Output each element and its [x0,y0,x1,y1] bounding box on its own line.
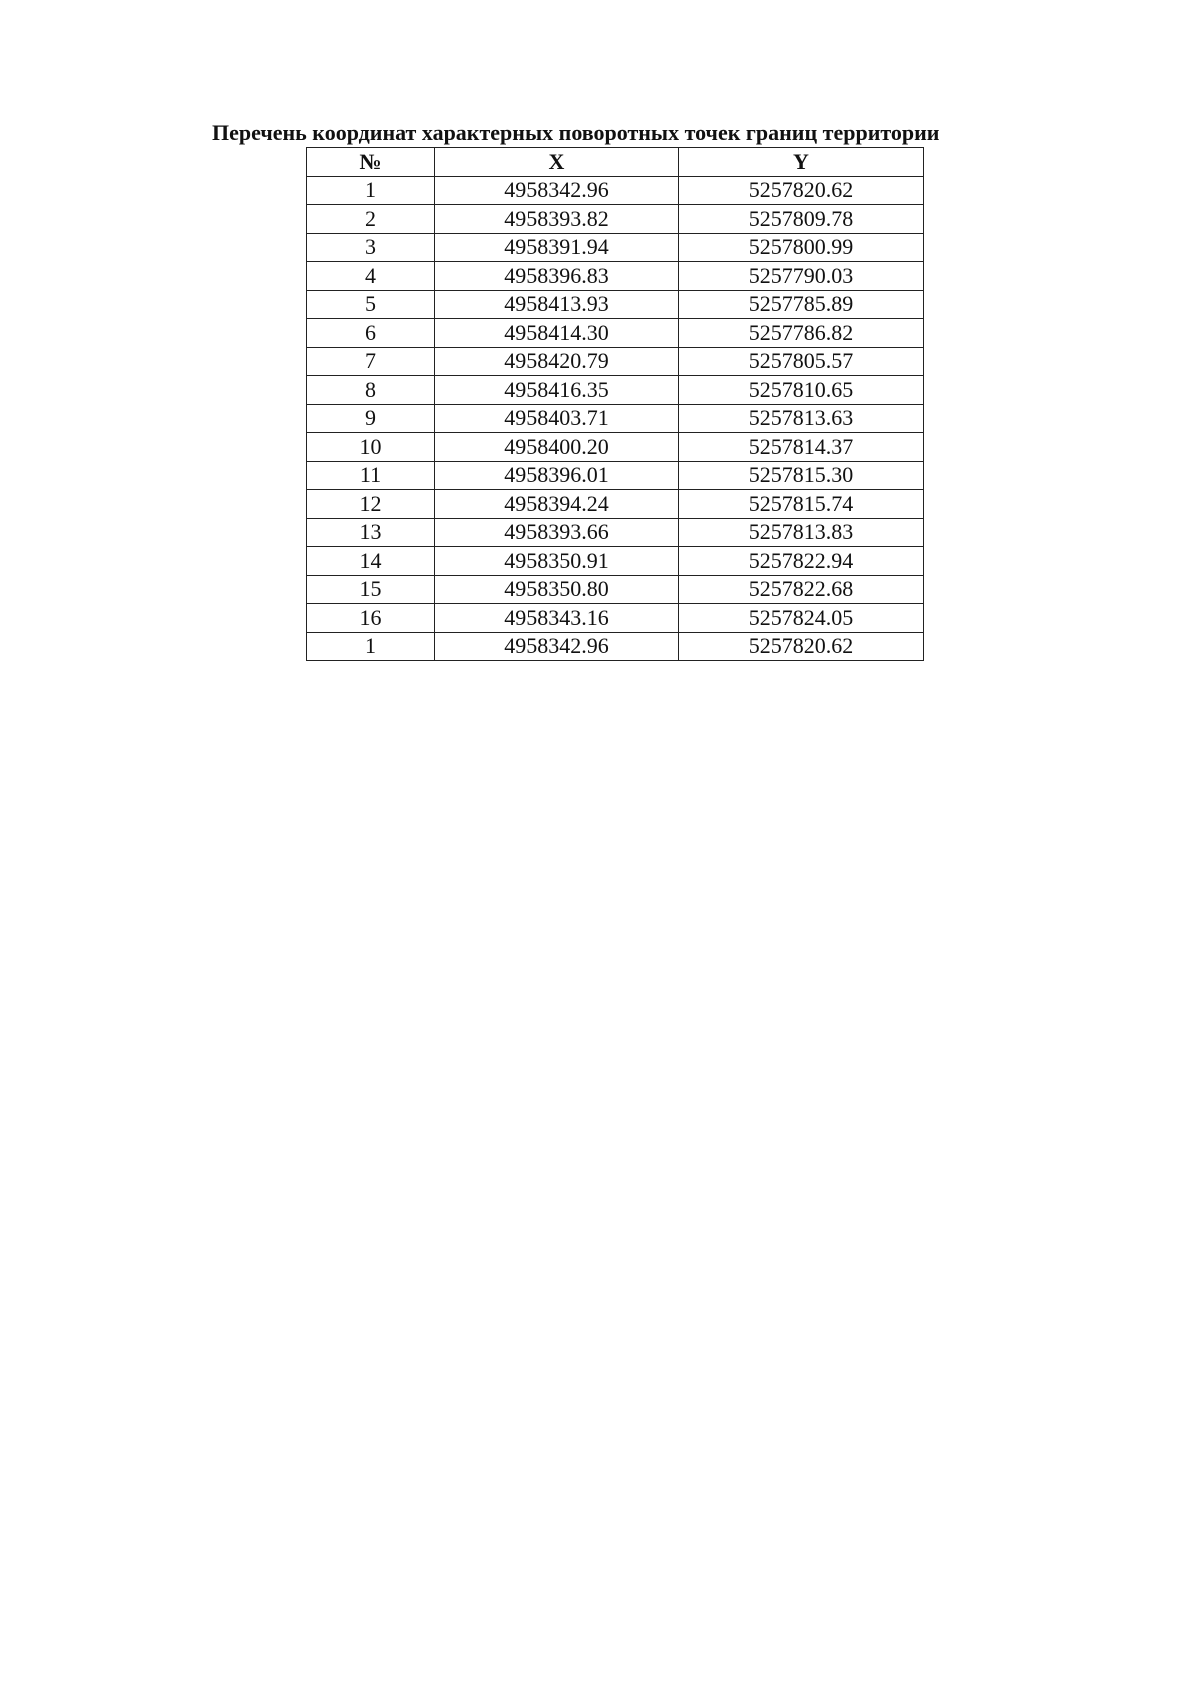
y-coordinate: 5257822.94 [679,547,924,576]
x-coordinate: 4958391.94 [435,233,679,262]
y-coordinate: 5257820.62 [679,632,924,661]
point-number: 4 [307,262,435,291]
x-coordinate: 4958416.35 [435,376,679,405]
x-coordinate: 4958403.71 [435,404,679,433]
point-number: 1 [307,632,435,661]
table-row [307,290,924,319]
column-header-y: Y [679,148,924,177]
x-coordinate: 4958420.79 [435,347,679,376]
document-title: Перечень координат характерных поворотных точек границ территории [212,120,940,145]
y-coordinate: 5257790.03 [679,262,924,291]
point-number: 5 [307,290,435,319]
table-header-row [307,148,924,177]
table-row [307,461,924,490]
x-coordinate: 4958396.83 [435,262,679,291]
y-coordinate: 5257785.89 [679,290,924,319]
table-row [307,347,924,376]
point-number: 6 [307,319,435,348]
coordinates-table [306,147,924,661]
y-coordinate: 5257824.05 [679,604,924,633]
point-number: 7 [307,347,435,376]
table-row [307,604,924,633]
column-header-x: X [435,148,679,177]
y-coordinate: 5257809.78 [679,205,924,234]
y-coordinate: 5257813.63 [679,404,924,433]
y-coordinate: 5257805.57 [679,347,924,376]
point-number: 9 [307,404,435,433]
x-coordinate: 4958350.80 [435,575,679,604]
table-row [307,262,924,291]
point-number: 14 [307,547,435,576]
x-coordinate: 4958393.82 [435,205,679,234]
column-header-number: № [307,148,435,177]
y-coordinate: 5257810.65 [679,376,924,405]
table-row [307,376,924,405]
table-row [307,404,924,433]
x-coordinate: 4958414.30 [435,319,679,348]
point-number: 8 [307,376,435,405]
table-row [307,632,924,661]
table-row [307,518,924,547]
point-number: 10 [307,433,435,462]
x-coordinate: 4958342.96 [435,176,679,205]
y-coordinate: 5257822.68 [679,575,924,604]
y-coordinate: 5257813.83 [679,518,924,547]
table-row [307,233,924,262]
point-number: 12 [307,490,435,519]
table-row [307,319,924,348]
point-number: 1 [307,176,435,205]
y-coordinate: 5257815.30 [679,461,924,490]
x-coordinate: 4958396.01 [435,461,679,490]
point-number: 13 [307,518,435,547]
x-coordinate: 4958400.20 [435,433,679,462]
table-row [307,205,924,234]
point-number: 2 [307,205,435,234]
point-number: 3 [307,233,435,262]
table-row [307,490,924,519]
point-number: 15 [307,575,435,604]
x-coordinate: 4958350.91 [435,547,679,576]
x-coordinate: 4958342.96 [435,632,679,661]
table-row [307,547,924,576]
y-coordinate: 5257820.62 [679,176,924,205]
y-coordinate: 5257814.37 [679,433,924,462]
table-row [307,176,924,205]
y-coordinate: 5257815.74 [679,490,924,519]
table-row [307,575,924,604]
y-coordinate: 5257800.99 [679,233,924,262]
x-coordinate: 4958343.16 [435,604,679,633]
x-coordinate: 4958413.93 [435,290,679,319]
point-number: 11 [307,461,435,490]
point-number: 16 [307,604,435,633]
table-row [307,433,924,462]
x-coordinate: 4958393.66 [435,518,679,547]
y-coordinate: 5257786.82 [679,319,924,348]
x-coordinate: 4958394.24 [435,490,679,519]
